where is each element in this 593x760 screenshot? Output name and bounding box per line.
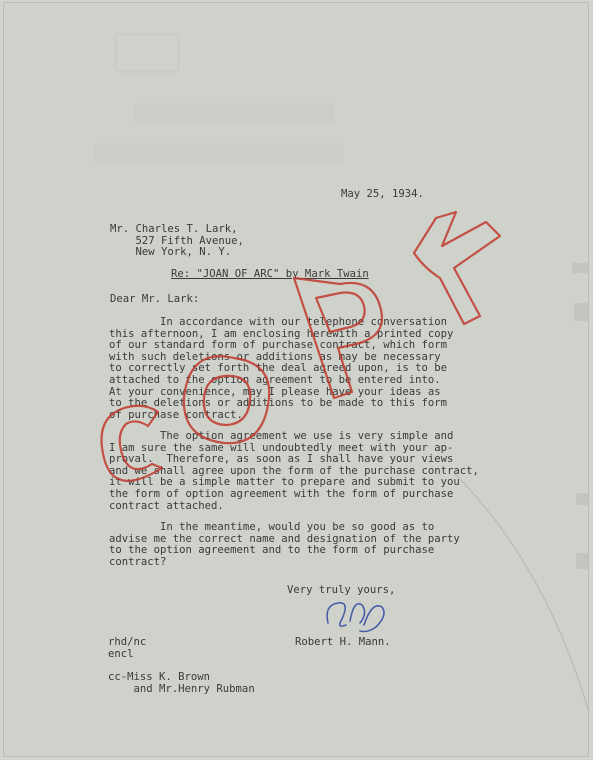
salutation: Dear Mr. Lark: bbox=[110, 293, 200, 305]
text-line: to the deletions or additions to be made to this form bbox=[109, 397, 448, 410]
text-line: contract? bbox=[109, 555, 167, 568]
text-line: I am sure the same will undoubtedly meet with your ap- bbox=[109, 441, 454, 454]
text-line: advise me the correct name and designation of the party bbox=[109, 532, 460, 545]
enclosure-line: encl bbox=[108, 647, 134, 660]
address-line: 527 Fifth Avenue, bbox=[110, 234, 244, 247]
closing: Very truly yours, bbox=[287, 584, 396, 596]
text-line: of purchase contract. bbox=[109, 408, 243, 421]
stamp-letter-y bbox=[414, 212, 500, 324]
text-line: contract attached. bbox=[109, 499, 224, 512]
reference-initials bbox=[108, 637, 146, 660]
cc-line: and Mr.Henry Rubman bbox=[108, 682, 255, 695]
text-line: it will be a simple matter to prepare and submit to you bbox=[109, 476, 460, 489]
letterhead-bleed-through bbox=[74, 33, 354, 183]
text-line: At your convenience, may I please have your ideas as bbox=[109, 385, 441, 398]
address-line: New York, N. Y. bbox=[110, 246, 232, 259]
signer-name: Robert H. Mann. bbox=[295, 636, 391, 648]
letterhead-name-ghost bbox=[134, 103, 334, 123]
text-line: to correctly set forth the deal agreed upon, is to be bbox=[109, 362, 448, 375]
body-paragraph-3 bbox=[109, 522, 460, 568]
carbon-copy-list bbox=[108, 672, 255, 695]
text-line: and we shall agree upon the form of the purchase contract, bbox=[109, 464, 479, 477]
text-line: attached to the option agreement to be entered into. bbox=[109, 373, 441, 386]
initials-line: rhd/nc bbox=[108, 636, 147, 648]
text-line: In accordance with our telephone conversation bbox=[109, 316, 448, 328]
text-line: The option agreement we use is very simple and bbox=[109, 430, 454, 442]
text-line: In the meantime, would you be so good as to bbox=[109, 521, 435, 533]
letter-page bbox=[3, 2, 589, 757]
text-line: this afternoon, I am enclosing herewith a printed copy bbox=[109, 327, 454, 340]
letterhead-name-ghost-2 bbox=[94, 143, 344, 165]
body-paragraph-2 bbox=[109, 431, 479, 512]
letter-date: May 25, 1934. bbox=[341, 188, 424, 200]
letterhead-logo-ghost bbox=[114, 33, 180, 73]
cc-line: cc-Miss K. Brown bbox=[108, 671, 211, 683]
body-paragraph-1 bbox=[109, 317, 453, 421]
text-line: proval. Therefore, as soon as I shall have your views bbox=[109, 453, 454, 466]
text-line: of our standard form of purchase contract, which form bbox=[109, 339, 448, 352]
recipient-address bbox=[110, 224, 244, 259]
subject-line: Re: "JOAN OF ARC" by Mark Twain bbox=[171, 268, 369, 280]
text-line: to the option agreement and to the form of purchase bbox=[109, 544, 435, 557]
address-line: Mr. Charles T. Lark, bbox=[110, 223, 238, 235]
handwritten-signature bbox=[320, 595, 390, 639]
text-line: with such deletions or additions as may be necessary bbox=[109, 350, 441, 363]
text-line: the form of option agreement with the form of purchase bbox=[109, 487, 454, 500]
